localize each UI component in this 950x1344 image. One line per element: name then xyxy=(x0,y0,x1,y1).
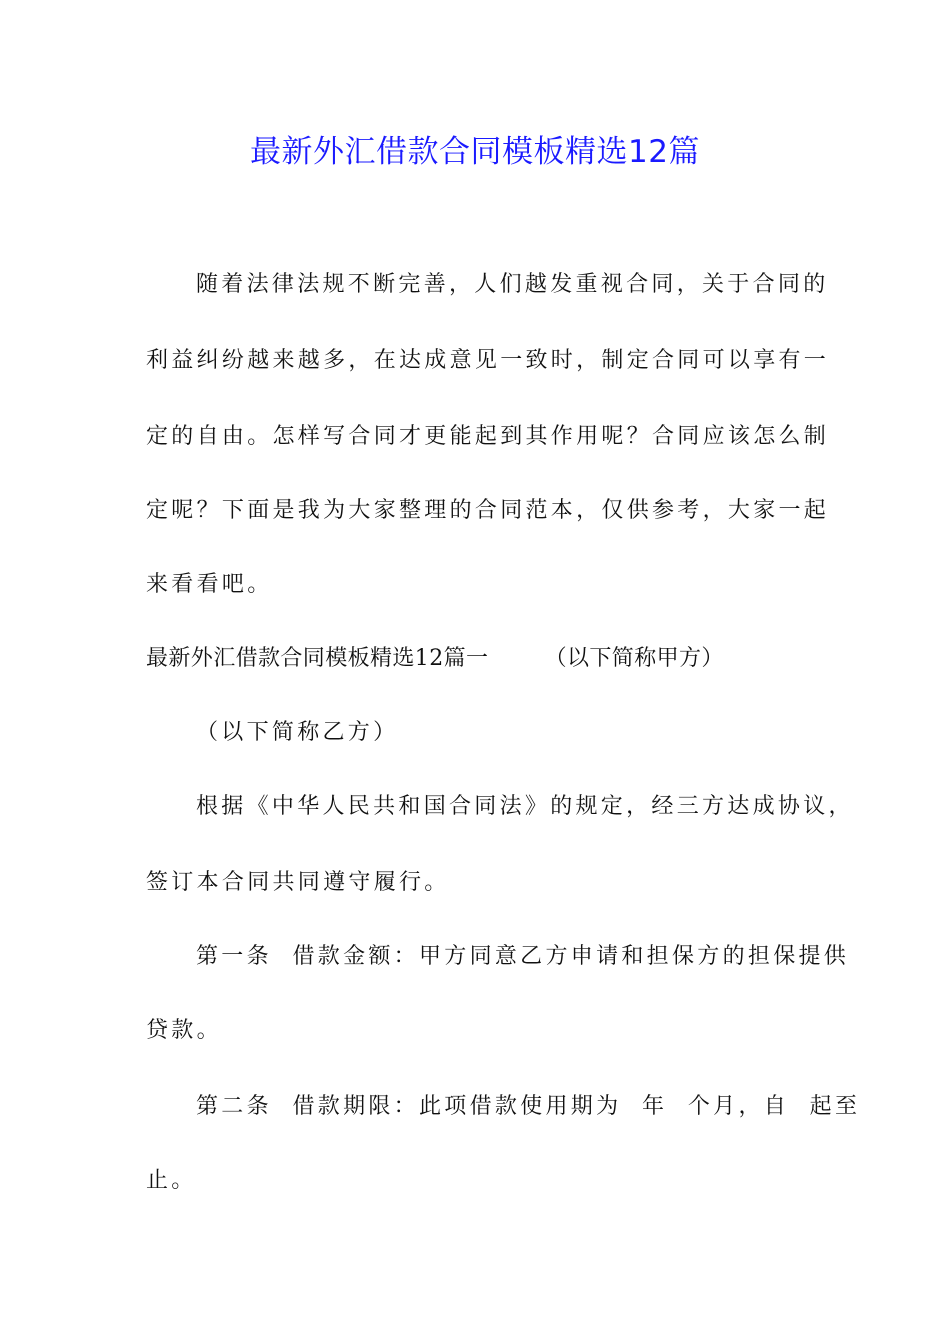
paragraph-line: 签订本合同共同遵守履行。 xyxy=(146,870,450,895)
paragraph-line: 贷款。 xyxy=(146,1018,222,1043)
paragraph-line: 定的自由。怎样写合同才更能起到其作用呢？合同应该怎么制 xyxy=(146,424,830,449)
paragraph-line: 止。 xyxy=(146,1168,197,1193)
paragraph-line: （以下简称乙方） xyxy=(196,720,399,745)
paragraph-line: 定呢？下面是我为大家整理的合同范本，仅供参考，大家一起 xyxy=(146,498,830,523)
document-title: 最新外汇借款合同模板精选12篇 xyxy=(250,134,700,170)
paragraph-line: 来看看吧。 xyxy=(146,572,273,597)
section-heading-line: 最新外汇借款合同模板精选12篇一 （以下简称甲方） xyxy=(146,646,724,671)
paragraph-line: 随着法律法规不断完善，人们越发重视合同，关于合同的 xyxy=(196,272,829,297)
paragraph-line: 利益纠纷越来越多，在达成意见一致时，制定合同可以享有一 xyxy=(146,348,830,373)
clause-line: 第二条 借款期限：此项借款使用期为 年 个月，自 起至 xyxy=(196,1094,861,1119)
paragraph-line: 根据《中华人民共和国合同法》的规定，经三方达成协议， xyxy=(196,794,854,819)
clause-line: 第一条 借款金额：甲方同意乙方申请和担保方的担保提供 xyxy=(196,944,850,969)
